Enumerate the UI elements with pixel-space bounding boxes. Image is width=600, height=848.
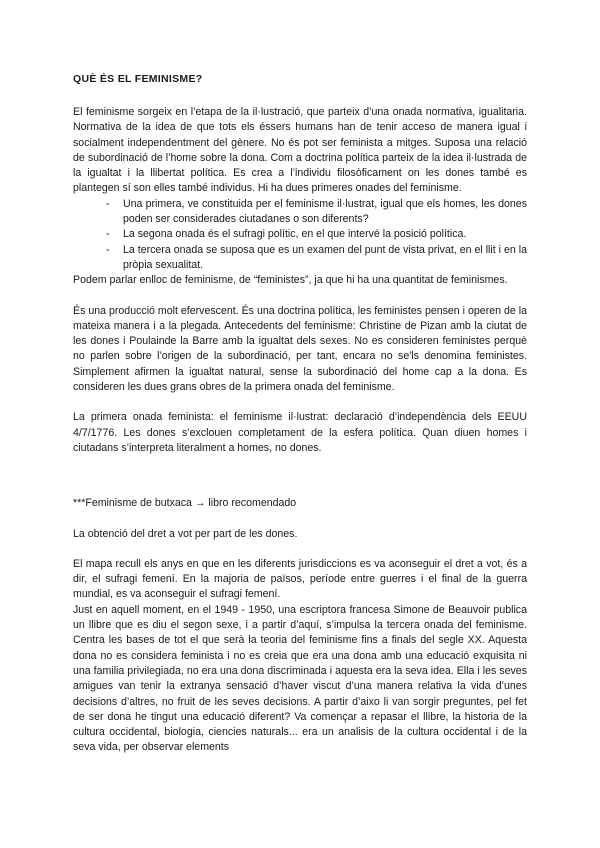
first-wave-paragraph: La primera onada feminista: el feminisme il·lustrat: declaració d’independència dels EEUU 4/7/1776. Les dones s’exclouen completament de la esfera política. Quan diuen homes i ciutadans s’interpreta literalment a homes, no dones. <box>73 411 527 454</box>
list-item: - La tercera onada se suposa que es un examen del punt de vista privat, en el llit i en la pròpia sexualitat. <box>106 243 527 274</box>
plural-note-paragraph: Podem parlar enlloc de feminisme, de “feministes”, ja que hi ha una quantitat de feminismes. <box>73 274 508 287</box>
waves-list <box>73 197 527 273</box>
list-item: - La segona onada és el sufragi polític, en el que intervé la posició política. <box>106 227 527 242</box>
suffrage-map-paragraph: El mapa recull els anys en que en les diferents jurisdiccions es va aconseguir el dret a vot, és a dir, el sufragi femení. En la majoria de països, període entre guerres i el final de la guerra mundial, es va aconseguir el sufragi femení. <box>73 557 527 601</box>
page-title: QUÈ ÉS EL FEMINISME? <box>73 73 203 85</box>
intro-paragraph: El feminisme sorgeix en l’etapa de la il·lustració, que parteix d’una onada normativa, igualitaria. Normativa de la idea de que tots els éssers humans han de tenir acceso de manera igual i socialment independentment del gènere. No és pot ser feminista a mitges. Suposa una relació de subordinació de l’home sobre la dona. Com a doctrina política parteix de la idea il·lustrada de la igualtat i la llibertat política. Es crea a l’individu filosòficament on les dones també es plantegen sí son elles també individus. Hi ha dues primeres onades del feminisme. <box>73 106 527 195</box>
vote-heading: La obtenció del dret a vot per part de les dones. <box>73 527 298 540</box>
list-item: - Una primera, ve constituida per el feminisme il·lustrat, igual que els homes, les dones poden ser considerades ciutadanes o son diferents? <box>106 197 527 228</box>
book-recommendation-note: ***Feminisme de butxaca → libro recomendado <box>73 497 297 510</box>
antecedents-paragraph: És una producció molt efervescent. És una doctrina política, les feministes pensen i operen de la mateixa manera i a la plegada. Antecedents del feminisme: Christine de Pizan amb la ciutat de les dones i Poulainde la Barre amb la igualtat dels sexes. No es consideren feministes perquè no parlen sobre l’origen de la subordinació, per tant, encara no se'ls denomina feministes. Simplement afirmen la igualtat natural, sense la subordinació del home cap a la dona. Es consideren les dues grans obres de la primera onada del feminisme. <box>73 304 527 394</box>
beauvoir-paragraph: Just en aquell moment, en el 1949 - 1950, una escriptora francesa Simone de Beauvoir publica un llibre que es diu el segon sexe, i a partir d’aquí, s’impulsa la tercera onada del feminisme. Centra les bases de tot el que serà la teoria del feminisme fins a finals del segle XX. Aquesta dona no es considera feminista i no es creia que era una dona amb una educació exquisita ni una familia privilegiada, no era una dona discriminada i aquesta era la seva idea. Ella i les seves amigues van tenir la extranya sensació d’haver viscut d’una manera relativa la vida d’unes decisions d’altres, no fruit de les seves decisions. A partir d’aixo li van sorgir preguntes, pel fet de ser dona he tingut una educació diferent? Va començar a repasar el llibre, la historia de la cultura occidental, biologia, ciencies naturals... era un analisis de la cultura occidental i de la seva vida, per observar elements <box>73 603 527 754</box>
